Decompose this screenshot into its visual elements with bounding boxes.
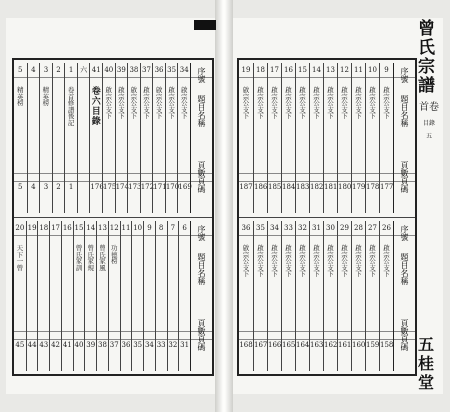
entry-title: 啟 宗 公 支 下 [341,86,348,121]
spine-block [194,20,216,30]
table-column [323,221,337,371]
entry-title: 啟 宗 公 支 下 [327,244,334,279]
seq-number: 18 [256,66,265,74]
seq-number: 33 [284,224,293,232]
entry-title: 啟 宗 公 支 下 [285,86,292,121]
header-title: 題目名稱 [197,253,206,285]
page-number: 174 [115,183,129,191]
seq-number: 17 [270,66,279,74]
page-number: 33 [156,341,166,349]
header-seq: 序號 [197,67,206,83]
entry-title [132,245,143,325]
table-column [155,221,167,371]
page-number: 185 [268,183,282,191]
page-number: 184 [282,183,296,191]
entry-title: 啟 宗 公 支 下 [143,86,150,121]
table-column [152,63,165,213]
seq-number: 13 [326,66,335,74]
table-column [253,221,267,371]
table-column [27,63,40,213]
header-seq: 序號 [400,67,409,83]
seq-number: 10 [368,66,377,74]
table-column [309,221,323,371]
seq-number: 11 [121,224,131,232]
entry-title [78,87,90,167]
spine-volume: 首卷 [419,102,439,113]
entry-title [121,245,132,325]
entry-title: 啟 宗 公 支 下 [168,86,175,121]
table-column [131,221,143,371]
table-column [323,63,337,213]
table-column [309,63,323,213]
left-top-band [14,63,212,213]
entry-title [50,245,61,325]
entry-title [53,87,65,167]
entry-title: 啟 宗 公 支 下 [313,244,320,279]
header-page: 頁數頁碼 [197,319,206,351]
table-column [14,221,26,371]
entry-title: 曾 氏 家 風 [99,244,106,272]
header-page: 頁數頁碼 [197,161,206,193]
table-column [89,63,102,213]
entry-title: 啟 宗 公 支 下 [180,86,188,121]
header-title: 題目名稱 [400,95,409,127]
seq-number: 37 [142,66,151,74]
page-number: 179 [352,183,366,191]
page-number: 4 [31,183,36,191]
entry-title: 啟 宗 公 支 下 [155,86,163,121]
page-number: 182 [310,183,324,191]
seq-number: 10 [133,224,143,232]
seq-number: 14 [86,224,96,232]
entry-title: 啟 宗 公 支 下 [242,86,250,121]
table-column [165,63,178,213]
seq-number: 14 [312,66,321,74]
entry-title [38,245,49,325]
seq-number: 28 [354,224,363,232]
page-number: 158 [380,341,394,349]
table-column [281,63,295,213]
seq-number: 32 [298,224,307,232]
page-number: 41 [62,341,72,349]
table-column [351,63,365,213]
right-page [233,18,443,394]
table-column [115,63,128,213]
entry-title: 卷 首 修 譜 後 記 [67,86,75,127]
seq-number: 26 [382,224,391,232]
table-column [61,221,73,371]
seq-number: 16 [284,66,293,74]
table-column [253,63,267,213]
page-number: 42 [51,341,60,349]
header-title: 題目名稱 [400,253,409,285]
entry-title: 啟 宗 公 支 下 [369,86,376,121]
table-column [379,221,393,371]
seq-number: 6 [182,224,187,232]
page-number: 186 [254,183,268,191]
seq-number: 31 [312,224,321,232]
seq-number: 15 [74,224,84,232]
table-column [127,63,140,213]
band-divider [239,217,415,218]
table-column [96,221,108,371]
table-column [37,221,49,371]
entry-title: 啟 宗 公 支 下 [271,86,278,121]
table-column [281,221,295,371]
seq-number: 35 [167,66,177,74]
right-table-frame [237,58,417,376]
page-number: 35 [133,341,143,349]
table-column [267,221,281,371]
left-page [6,18,215,394]
seq-number: 36 [154,66,164,74]
spine-title: 曾氏宗譜 [418,19,435,96]
left-spine [194,20,216,392]
entry-title: 啟 宗 公 支 下 [130,86,138,121]
seq-number: 8 [158,224,164,232]
table-column [14,63,27,213]
entry-title [179,245,190,325]
seq-number: 41 [91,66,101,74]
page-number: 165 [282,341,296,349]
table-column [365,221,379,371]
entry-title: 精 英 榜 [17,86,24,108]
column-header [393,221,415,371]
table-column [337,63,351,213]
table-column [102,63,115,213]
book-gutter [215,0,233,412]
page-number: 171 [153,183,167,191]
seq-number: 13 [98,224,107,232]
entry-title: 啟 宗 公 支 下 [327,86,334,121]
hall-name: 五桂堂 [418,335,435,392]
seq-number: 19 [27,224,37,232]
left-table-frame [12,58,214,376]
page-number: 168 [239,341,253,349]
table-column [295,221,309,371]
page-number: 160 [352,341,366,349]
page-number: 163 [310,341,324,349]
table-column [140,63,153,213]
seq-number: 39 [116,66,126,74]
seq-number: 17 [51,224,60,232]
entry-title: 啟 宗 公 支 下 [285,244,292,279]
seq-number: 12 [340,66,349,74]
table-column [120,221,132,371]
seq-number: 4 [31,66,36,74]
page-number: 177 [380,183,394,191]
entry-title [62,245,73,325]
table-column [177,63,190,213]
entry-title: 功 德 榜 [110,244,118,266]
table-column [178,221,190,371]
right-spine [418,20,440,392]
entry-title: 啟 宗 公 支 下 [118,86,125,121]
page-number: 169 [178,183,192,191]
right-bottom-band [239,221,415,371]
seq-number: 20 [15,224,25,232]
page-number: 36 [121,341,131,349]
table-column [77,63,90,213]
page-number: 173 [128,183,142,191]
page-number: 43 [39,341,49,349]
entry-title: 啟 宗 公 支 下 [105,86,113,121]
entry-title: 啟 宗 公 支 下 [299,86,306,121]
page-number: 187 [239,183,253,191]
entry-title [156,245,167,325]
page-number: 37 [109,341,119,349]
entry-title: 啟 宗 公 支 下 [355,86,362,121]
table-column [39,63,52,213]
page-number: 176 [90,183,104,191]
page-number: 2 [56,183,61,191]
table-column [108,221,120,371]
entry-title: 啟 宗 公 支 下 [341,244,348,279]
seq-number: 38 [129,66,139,74]
table-column [239,63,253,213]
section-label: 目錄 [422,120,435,127]
table-column [295,63,309,213]
page-number: 38 [98,341,107,349]
page-number: 159 [366,341,380,349]
seq-number: 34 [270,224,279,232]
entry-title: 啟 宗 公 支 下 [355,244,362,279]
table-column [49,221,61,371]
entry-title [27,245,38,325]
entry-title: 啟 宗 公 支 下 [313,86,320,121]
table-column [337,221,351,371]
entry-title [28,87,40,167]
seq-number: 六 [80,66,88,74]
seq-number: 9 [384,66,389,74]
entry-title: 啟 宗 公 支 下 [271,244,278,279]
table-column [267,63,281,213]
entry-title: 天 下 一 曾 [16,244,24,272]
entry-title: 啟 宗 公 支 下 [242,244,250,279]
seq-number: 18 [39,224,49,232]
page-number: 32 [168,341,178,349]
page-number: 44 [27,341,37,349]
table-column [351,221,365,371]
page-number: 178 [366,183,380,191]
seq-number: 9 [147,224,152,232]
page-number: 183 [296,183,310,191]
page-number: 180 [338,183,352,191]
table-column [64,63,77,213]
seq-number: 12 [109,224,119,232]
page-number: 166 [268,341,282,349]
entry-title: 啟 宗 公 支 下 [257,244,264,279]
table-column [84,221,96,371]
page-mark: 五 [425,133,432,140]
table-column [167,221,179,371]
entry-title: 啟 宗 公 支 下 [257,86,264,121]
entry-title: 曾 氏 家 訓 [75,244,83,272]
page-number: 34 [144,341,154,349]
table-column [26,221,38,371]
page-number: 167 [254,341,268,349]
seq-number: 27 [368,224,377,232]
header-page: 頁數頁碼 [400,161,409,193]
entry-title [144,245,155,325]
seq-number: 15 [298,66,307,74]
entry-title [168,245,179,325]
page-number: 39 [86,341,96,349]
entry-title: 啟 宗 公 支 下 [299,244,306,279]
seq-number: 1 [68,66,74,74]
seq-number: 29 [340,224,349,232]
entry-title: 卷 六 目 錄 [91,87,101,127]
entry-title: 精 英 榜 [42,86,50,108]
table-column [379,63,393,213]
page-number: 5 [18,183,23,191]
seq-number: 30 [326,224,335,232]
entry-title: 啟 宗 公 支 下 [383,244,390,279]
table-column [73,221,85,371]
seq-number: 16 [62,224,72,232]
seq-number: 7 [170,224,176,232]
seq-number: 11 [354,66,363,74]
page-number: 1 [68,183,74,191]
seq-number: 36 [241,224,251,232]
seq-number: 34 [179,66,189,74]
table-column [143,221,155,371]
seq-number: 19 [241,66,251,74]
seq-number: 3 [43,66,49,74]
header-page: 頁數頁碼 [400,319,409,351]
header-seq: 序號 [197,225,206,241]
page-number: 45 [15,341,25,349]
page-number: 181 [324,183,338,191]
page-number: 170 [165,183,180,191]
page-number: 161 [338,341,352,349]
header-title: 題目名稱 [197,95,206,127]
seq-number: 40 [104,66,114,74]
entry-title: 曾 氏 家 規 [87,244,94,272]
seq-number: 2 [56,66,61,74]
header-seq: 序號 [400,225,409,241]
page-number: 162 [324,341,338,349]
column-header [393,63,415,213]
entry-title: 啟 宗 公 支 下 [369,244,376,279]
page-number: 175 [103,183,117,191]
page-number: 3 [43,183,49,191]
left-bottom-band [14,221,212,371]
page-number: 40 [74,341,84,349]
table-column [365,63,379,213]
page-number: 164 [296,341,310,349]
seq-number: 5 [18,66,23,74]
page-number: 172 [140,183,155,191]
page-number: 31 [180,341,190,349]
table-column [52,63,65,213]
seq-number: 35 [256,224,265,232]
entry-title: 啟 宗 公 支 下 [383,86,390,121]
band-divider [14,217,212,218]
table-column [239,221,253,371]
right-top-band [239,63,415,213]
